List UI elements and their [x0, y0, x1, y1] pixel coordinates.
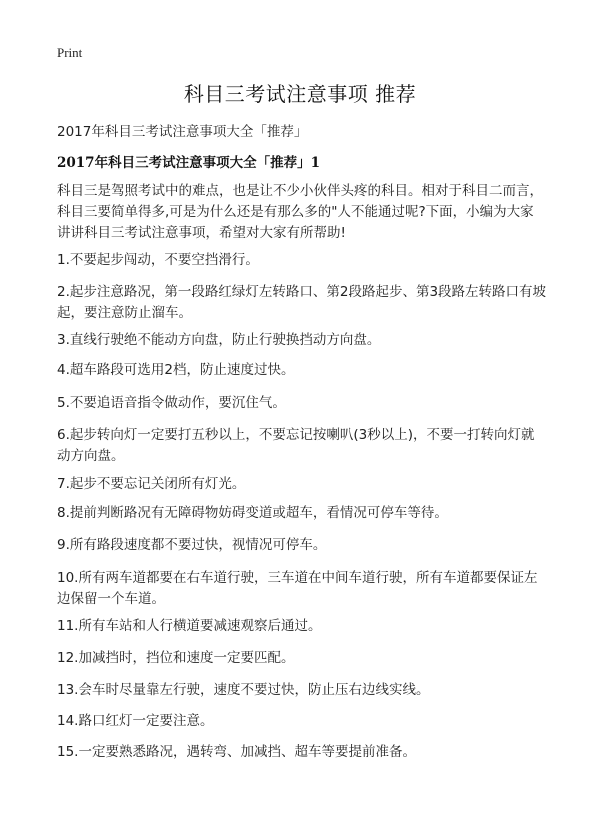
list-item-11: 11.所有车站和人行横道要减速观察后通过。	[57, 618, 322, 634]
list-item-10: 10.所有两车道都要在右车道行驶，三车道在中间车道行驶，所有车道都要保证左边保留一个车道。	[57, 570, 538, 607]
list-item-9: 9.所有路段速度都不要过快，视情况可停车。	[57, 537, 327, 553]
article-subtitle: 2017年科目三考试注意事项大全「推荐」	[57, 124, 308, 140]
intro-paragraph: 科目三是驾照考试中的难点，也是让不少小伙伴头疼的科目。相对于科目二而言，科目三要简单得多,可是为什么还是有那么多的"人不能通过呢?下面，小编为大家讲讲科目三考试注意事项，希望对大家有所帮助!	[57, 183, 543, 241]
list-item-6: 6.起步转向灯一定要打五秒以上，不要忘记按喇叭(3秒以上)，不要一打转向灯就动方向盘。	[57, 427, 535, 464]
list-item-14: 14.路口红灯一定要注意。	[57, 713, 214, 729]
list-item-8: 8.提前判断路况有无障碍物妨碍变道或超车，看情况可停车等待。	[57, 505, 448, 521]
print-link[interactable]: Print	[57, 45, 83, 60]
section-heading: 2017年科目三考试注意事项大全「推荐」1	[57, 155, 320, 171]
list-item-1: 1.不要起步闯动，不要空挡滑行。	[57, 252, 259, 268]
list-item-4: 4.超车路段可选用2档，防止速度过快。	[57, 362, 295, 378]
list-item-7: 7.起步不要忘记关闭所有灯光。	[57, 476, 246, 492]
list-item-12: 12.加减挡时，挡位和速度一定要匹配。	[57, 650, 295, 666]
list-item-2: 2.起步注意路况，第一段路红绿灯左转路口、第2段路起步、第3段路左转路口有坡起，要注意防止溜车。	[57, 284, 547, 321]
list-item-15: 15.一定要熟悉路况，遇转弯、加减挡、超车等要提前准备。	[57, 744, 416, 760]
list-item-5: 5.不要追语音指令做动作，要沉住气。	[57, 395, 286, 411]
list-item-13: 13.会车时尽量靠左行驶，速度不要过快，防止压右边线实线。	[57, 682, 430, 698]
page-title: 科目三考试注意事项 推荐	[183, 82, 417, 106]
list-item-3: 3.直线行驶绝不能动方向盘，防止行驶换挡动方向盘。	[57, 332, 381, 348]
